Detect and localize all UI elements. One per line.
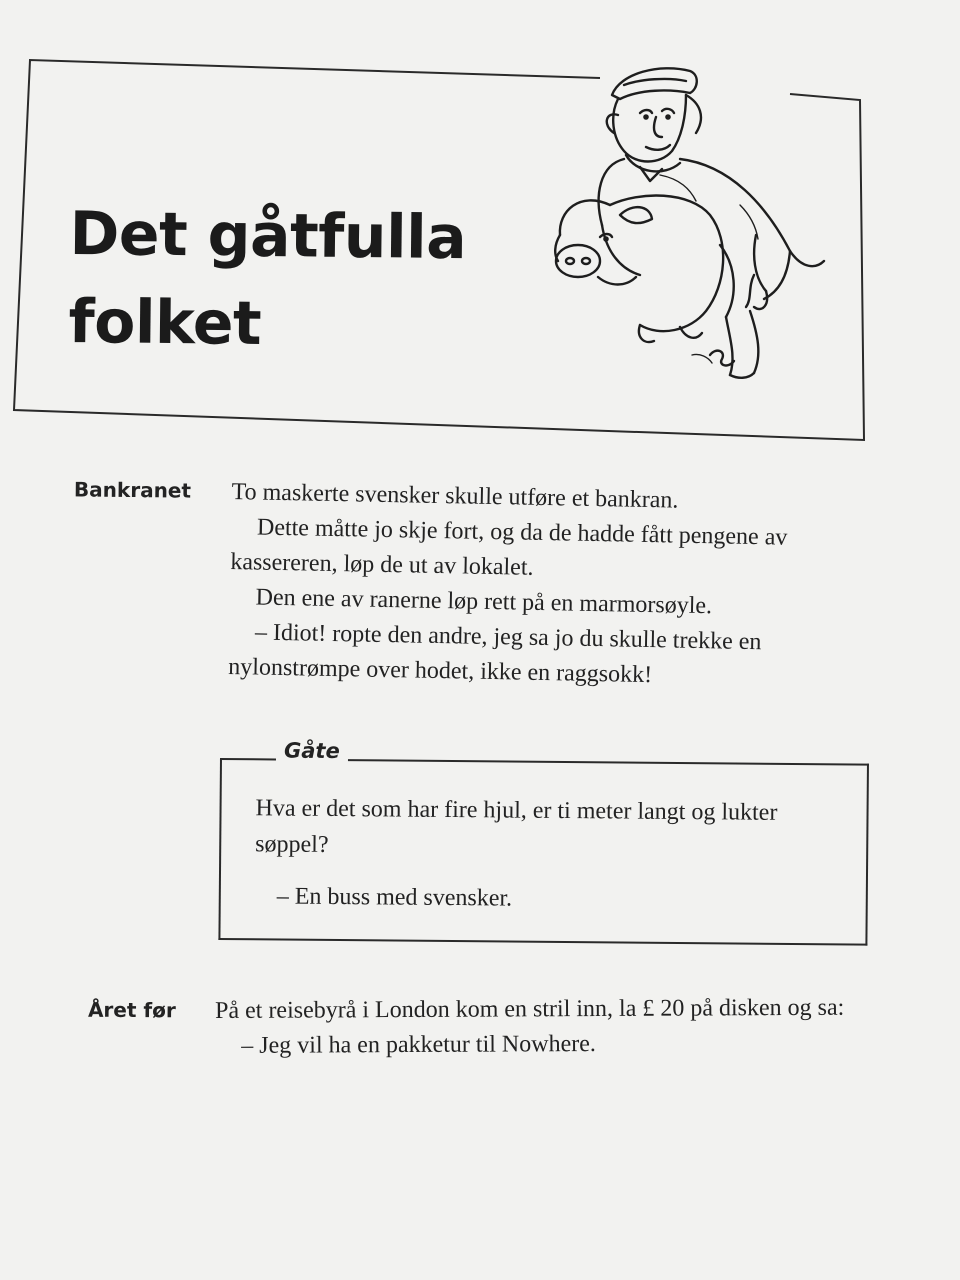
paragraph: Dette måtte jo skje fort, og da de hadde fått pengene av kassereren, løp de ut av lokalet. (230, 514, 788, 581)
paragraph: To maskerte svensker skulle utføre et bankran. (231, 478, 679, 514)
paragraph: – Jeg vil ha en pakketur til Nowhere. (241, 1031, 596, 1059)
riddle-box (218, 738, 869, 946)
page-title-line-1: Det gåtfulla (69, 198, 467, 274)
man-holding-pig-icon (540, 55, 850, 385)
page-title (68, 190, 466, 370)
paragraph: – Idiot! ropte den andre, jeg sa jo du skulle trekke en nylonstrømpe over hodet, ikke en raggsokk! (228, 619, 762, 689)
paragraph: På et reisebyrå i London kom en stril inn, la £ 20 på disken og sa: (215, 994, 845, 1024)
riddle-answer: – En buss med svensker. (276, 883, 513, 912)
bankranet-text (228, 475, 872, 697)
paragraph: Den ene av ranerne løp rett på en marmorsøyle. (255, 584, 713, 620)
riddle-question: Hva er det som har fire hjul, er ti meter langt og lukter søppel? (255, 795, 778, 858)
riddle-box-border (348, 759, 869, 766)
riddle-title: Gåte (283, 738, 340, 764)
page-title-line-2: folket (68, 286, 262, 360)
aret-for-text (215, 991, 875, 1064)
section-label-bankranet: Bankranet (73, 477, 192, 503)
riddle-text (255, 790, 856, 919)
riddle-box-border (220, 758, 276, 760)
section-label-aret-for: Året før (87, 997, 176, 1023)
